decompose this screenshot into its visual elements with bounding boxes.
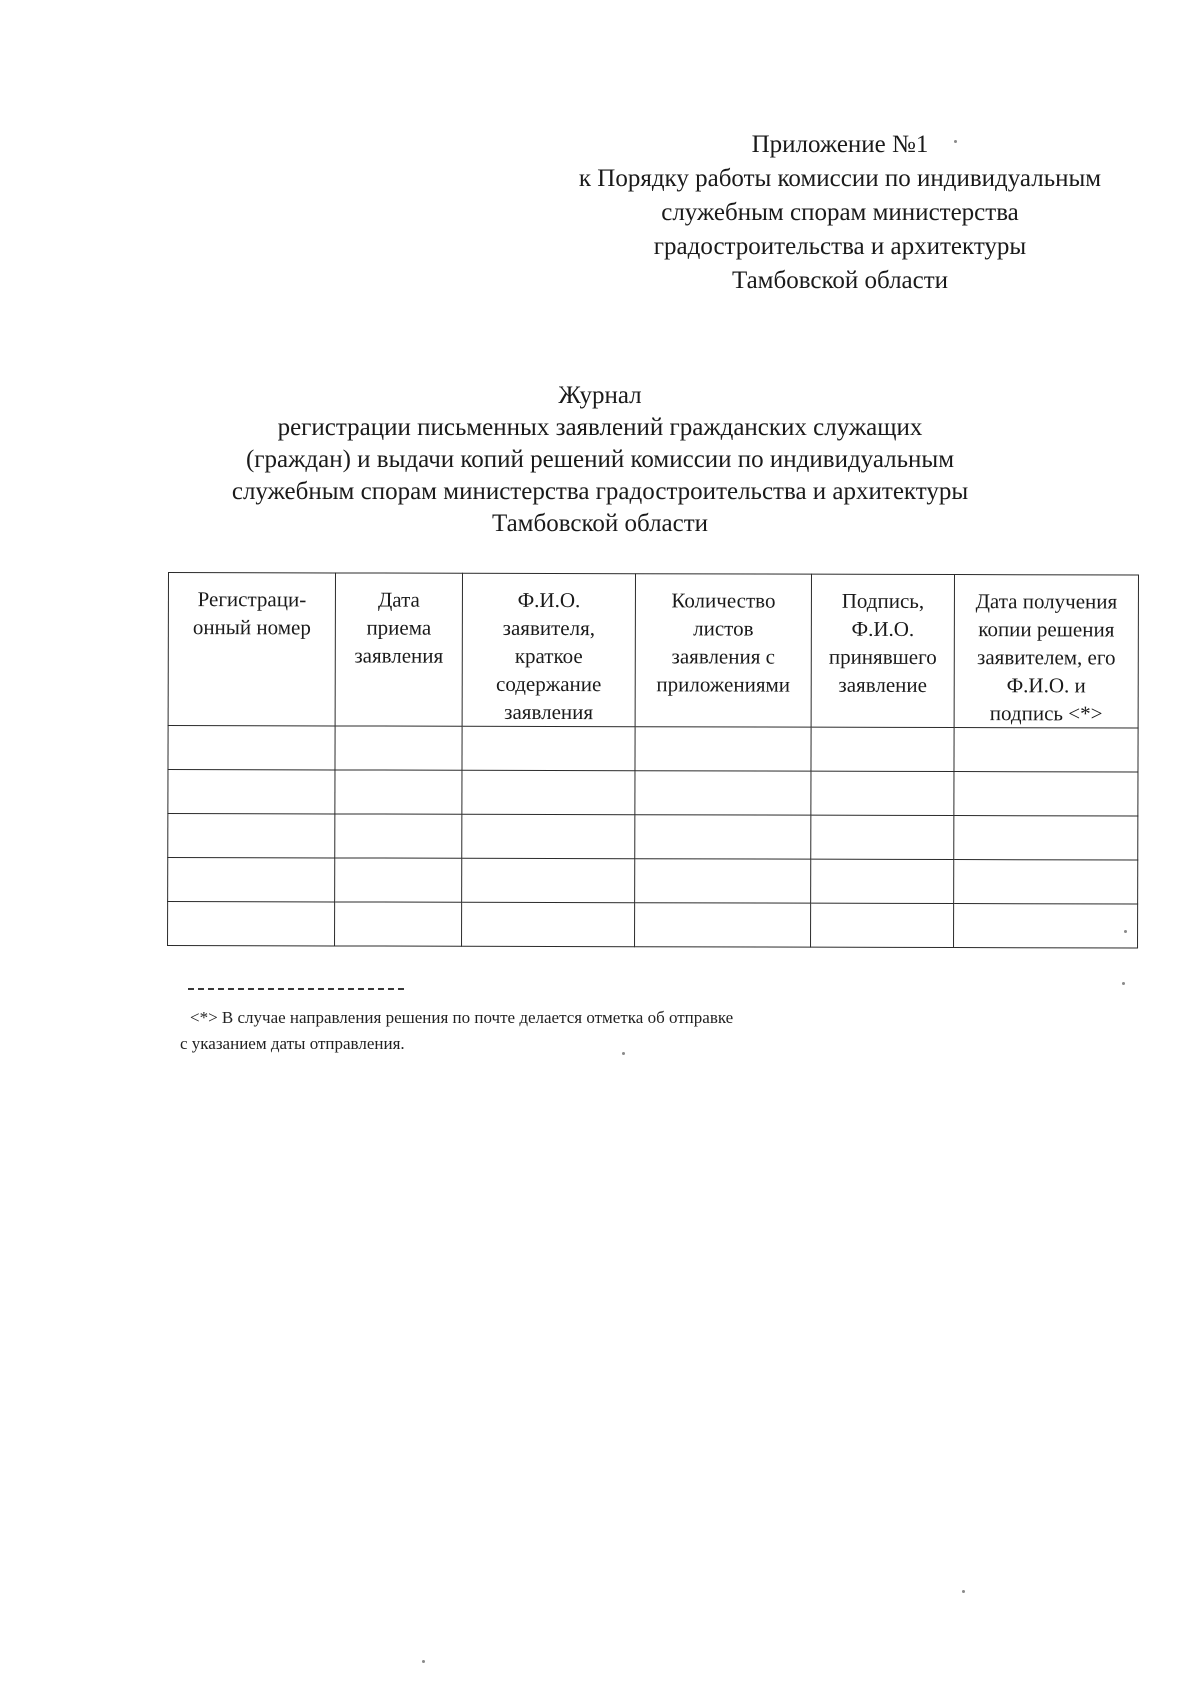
table-cell — [168, 814, 335, 858]
appendix-header — [540, 128, 1140, 298]
table-cell — [462, 814, 635, 858]
table-cell — [954, 816, 1138, 860]
table-row — [168, 814, 1138, 861]
header-text: содержание — [495, 671, 602, 697]
journal-subtitle-line: (граждан) и выдачи копий решений комиссии по индивидуальным — [245, 446, 955, 473]
table-cell — [462, 770, 635, 814]
header-text: Дата получения — [975, 589, 1118, 614]
table-cell — [335, 858, 462, 902]
column-header-registration-number — [168, 573, 335, 726]
table-cell — [335, 770, 462, 814]
header-text: Количество — [671, 588, 776, 613]
table-cell — [335, 814, 462, 858]
table-cell — [168, 770, 335, 814]
appendix-line: к Порядку работы комиссии по индивидуальным — [578, 165, 1102, 192]
table-cell — [635, 859, 811, 903]
header-text: принявшего — [828, 644, 937, 670]
header-text: Регистраци- — [197, 587, 307, 612]
table-row — [168, 858, 1138, 905]
column-header-page-count — [635, 574, 811, 727]
footnote-line: с указанием даты отправления. — [180, 1034, 405, 1053]
table-header-row — [168, 573, 1138, 729]
scan-speck — [1122, 982, 1125, 985]
header-text: Ф.И.О. — [851, 616, 915, 641]
column-header-copy-received — [954, 575, 1138, 728]
column-header-date-received — [335, 573, 462, 726]
table-cell — [462, 902, 635, 946]
appendix-line: градостроительства и архитектуры — [653, 233, 1027, 260]
registration-table — [167, 572, 1139, 949]
table-row — [168, 770, 1138, 817]
header-text: заявление — [838, 672, 927, 697]
header-text: копии решения — [978, 617, 1115, 642]
header-text: приложениями — [656, 672, 791, 697]
table-cell — [335, 726, 462, 770]
table-cell — [168, 902, 335, 946]
table-body — [168, 726, 1139, 949]
scan-speck — [622, 1052, 625, 1055]
journal-title: Журнал — [558, 382, 642, 409]
column-header-receiver-signature — [811, 574, 954, 727]
table-cell — [168, 858, 335, 902]
table-cell — [635, 771, 811, 815]
table-cell — [168, 726, 335, 770]
table-cell — [462, 726, 635, 770]
table-cell — [954, 728, 1138, 772]
footnote-separator — [188, 988, 404, 990]
table-cell — [954, 860, 1138, 904]
table-cell — [811, 903, 954, 947]
scan-speck — [962, 1590, 965, 1593]
table-cell — [635, 815, 811, 859]
table-row — [168, 902, 1138, 949]
header-text: Дата — [377, 587, 420, 612]
table-cell — [954, 772, 1138, 816]
header-text: краткое — [514, 643, 583, 669]
table-cell — [811, 815, 954, 859]
table-cell — [335, 902, 462, 946]
journal-subtitle-line: Тамбовской области — [491, 510, 709, 537]
header-text: онный номер — [192, 615, 311, 640]
header-text: подпись <*> — [989, 701, 1103, 726]
header-text: Подпись, — [841, 588, 925, 613]
header-text: Ф.И.О. и — [1006, 673, 1086, 698]
table-cell — [954, 904, 1138, 948]
scan-speck — [954, 140, 957, 143]
appendix-line: служебным спорам министерства — [661, 199, 1019, 226]
table-cell — [462, 858, 635, 902]
header-text: приема — [366, 615, 432, 640]
header-text: заявления — [504, 699, 594, 725]
table-cell — [811, 727, 954, 771]
table-cell — [635, 727, 811, 771]
column-header-applicant — [462, 573, 635, 726]
journal-heading — [170, 380, 1030, 540]
scan-speck — [1124, 930, 1127, 933]
scan-speck — [422, 1660, 425, 1663]
header-text: заявителем, его — [977, 645, 1116, 670]
table-cell — [635, 903, 811, 947]
header-text: листов — [693, 616, 754, 641]
journal-subtitle-line: служебным спорам министерства градостроительства и архитектуры — [231, 478, 969, 505]
header-text: заявления с — [671, 644, 776, 669]
header-text: заявителя, — [502, 615, 596, 641]
header-text: Ф.И.О. — [517, 587, 581, 613]
footnote — [180, 1005, 900, 1057]
journal-subtitle-line: регистрации письменных заявлений гражданских служащих — [277, 414, 923, 441]
footnote-line: <*> В случае направления решения по почте делается отметка об отправке — [190, 1008, 734, 1027]
table-row — [168, 726, 1138, 773]
header-text: заявления — [354, 643, 444, 668]
table-cell — [811, 859, 954, 903]
appendix-line: Тамбовской области — [731, 267, 949, 294]
table-cell — [811, 771, 954, 815]
appendix-number: Приложение №1 — [751, 131, 929, 158]
